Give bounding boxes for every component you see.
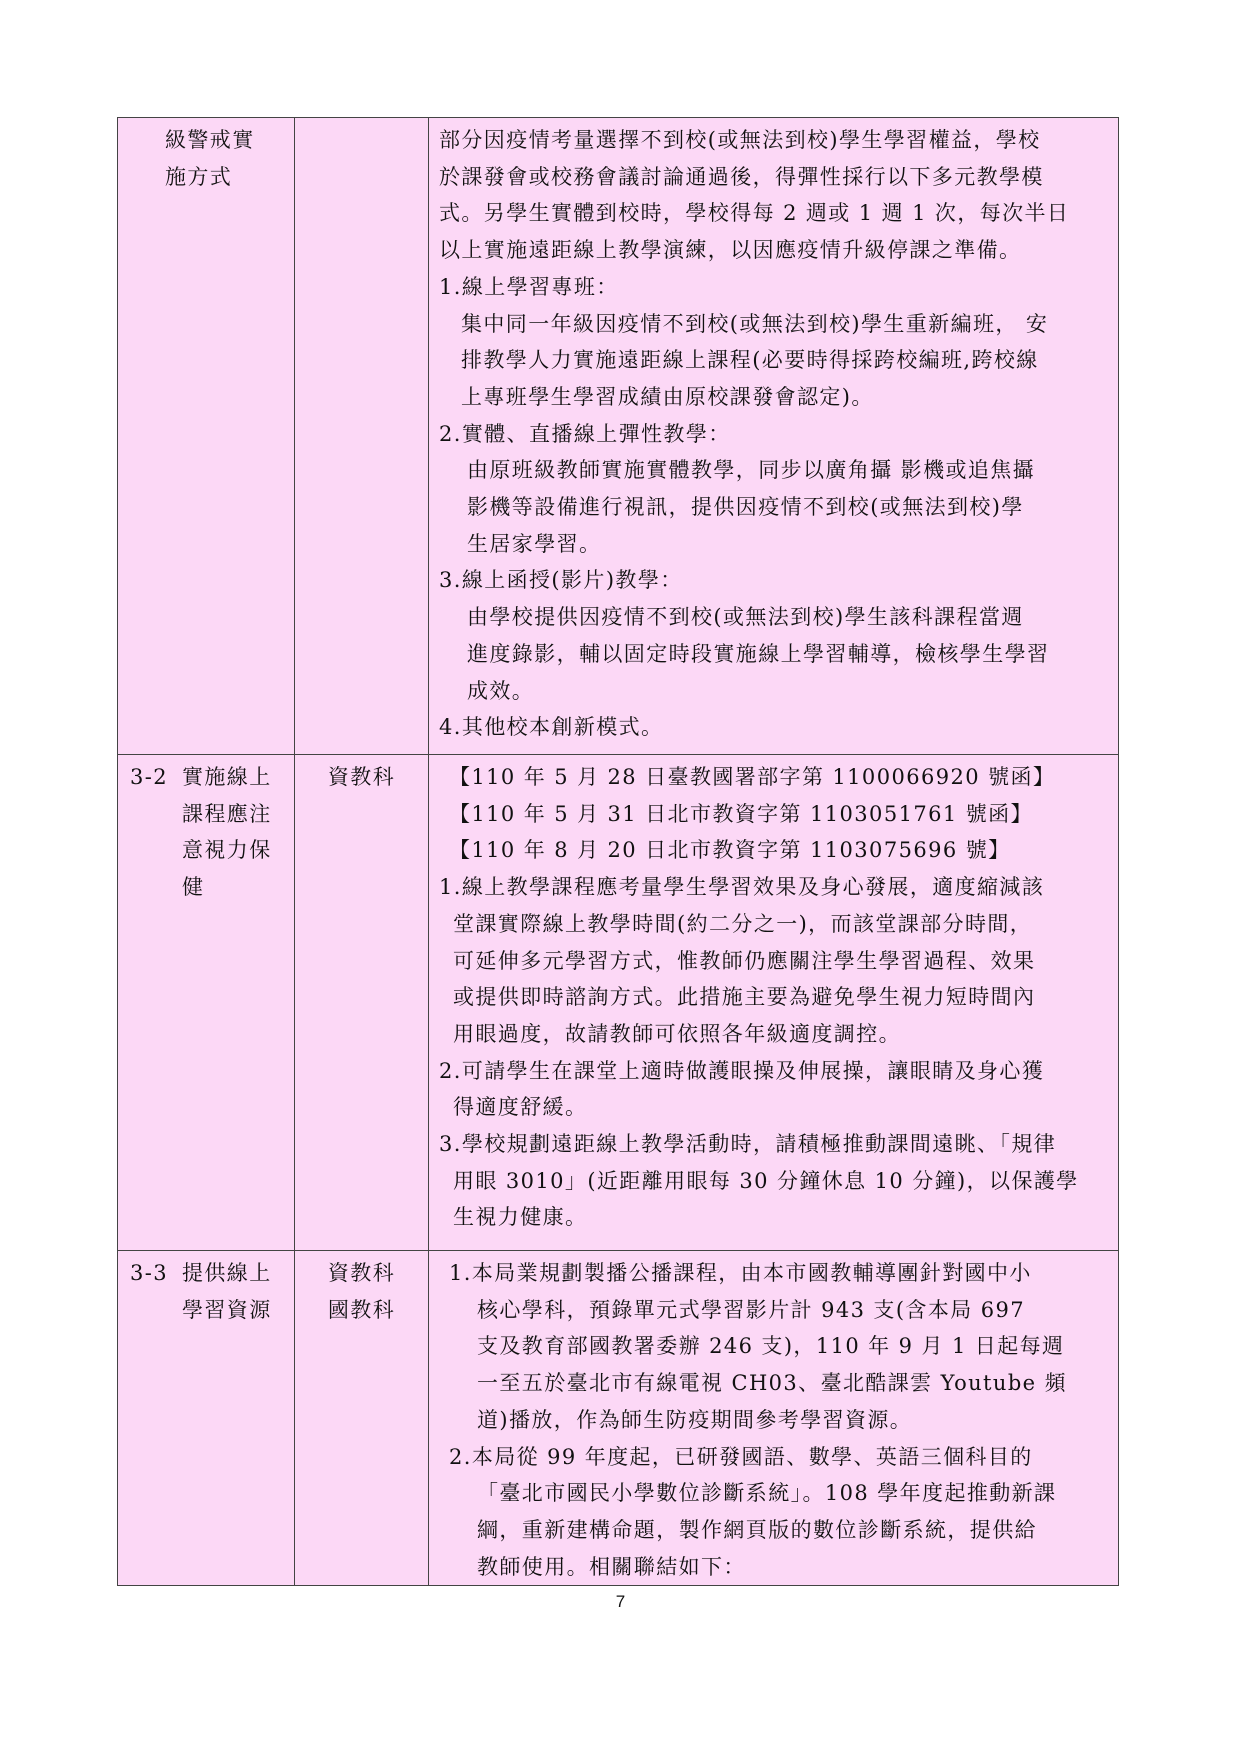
department-cell	[295, 755, 429, 1251]
content-line: 排教學人力實施遠距線上課程(必要時得採跨校編班,跨校線	[461, 348, 1039, 373]
content-line: 【110 年 5 月 28 日臺教國署部字第 1100066920 號函】	[449, 765, 1056, 789]
content-line: 上專班學生學習成績由原校課發會認定)。	[461, 384, 874, 409]
content-line: 或提供即時諮詢方式。此措施主要為避免學生視力短時間內	[453, 985, 1036, 1010]
content-line: 由學校提供因疫情不到校(或無法到校)學生該科課程當週	[467, 605, 1024, 630]
content-line: 成效。	[467, 678, 535, 703]
item-label-line: 健	[182, 875, 205, 900]
item-label-line: 級警戒實	[165, 128, 255, 152]
content-line: 影機等設備進行視訊，提供因疫情不到校(或無法到校)學	[467, 495, 1024, 520]
item-label-line: 施方式	[165, 164, 233, 189]
item-cell	[118, 1251, 295, 1586]
table-row	[118, 1251, 1119, 1586]
content-line: 堂課實際線上教學時間(約二分之一)，而該堂課部分時間，	[453, 911, 1033, 936]
content-line: 1.線上學習專班：	[439, 274, 619, 299]
page-number: 7	[615, 1592, 626, 1611]
item-label-line: 提供線上	[182, 1261, 272, 1285]
item-label-line: 實施線上	[182, 765, 272, 789]
content-line: 用眼過度，故請教師可依照各年級適度調控。	[453, 1021, 901, 1046]
content-line: 以上實施遠距線上教學演練，以因應疫情升級停課之準備。	[439, 238, 1022, 263]
content-line: 【110 年 5 月 31 日北市教資字第 1103051761 號函】	[449, 801, 1033, 826]
content-table	[117, 117, 1119, 1586]
department-name: 國教科	[327, 1297, 396, 1322]
content-line: 用眼 3010」(近距離用眼每 30 分鐘休息 10 分鐘)，以保護學	[453, 1168, 1079, 1193]
content-cell	[429, 118, 1119, 755]
content-line: 於課發會或校務會議討論通過後，得彈性採行以下多元教學模	[439, 164, 1044, 189]
content-line: 生居家學習。	[467, 531, 602, 556]
table-row	[118, 118, 1119, 755]
content-line: 得適度舒緩。	[453, 1095, 588, 1120]
item-cell	[118, 755, 295, 1251]
content-line: 1.本局業規劃製播公播課程，由本市國教輔導團針對國中小	[449, 1261, 1032, 1285]
content-line: 2.可請學生在課堂上適時做護眼操及伸展操，讓眼睛及身心獲	[439, 1058, 1045, 1083]
content-line: 4.其他校本創新模式。	[439, 715, 664, 740]
content-line: 集中同一年級因疫情不到校(或無法到校)學生重新編班， 安	[461, 311, 1049, 336]
content-line: 進度錄影，輔以固定時段實施線上學習輔導，檢核學生學習	[467, 641, 1050, 666]
table-row	[118, 755, 1119, 1251]
department-cell	[295, 118, 429, 755]
content-line: 道)播放，作為師生防疫期間參考學習資源。	[477, 1407, 913, 1432]
content-line: 一至五於臺北市有線電視 CH03、臺北酷課雲 Youtube 頻	[477, 1371, 1067, 1396]
content-line: 【110 年 8 月 20 日北市教資字第 1103075696 號】	[449, 838, 1011, 863]
content-line: 2.本局從 99 年度起，已研發國語、數學、英語三個科目的	[449, 1444, 1033, 1469]
content-line: 1.線上教學課程應考量學生學習效果及身心發展，適度縮減該	[439, 875, 1045, 900]
item-number: 3-3	[130, 1261, 169, 1285]
content-line: 支及教育部國教署委辦 246 支)，110 年 9 月 1 日起每週	[477, 1334, 1065, 1359]
content-line: 由原班級教師實施實體教學，同步以廣角攝 影機或追焦攝	[467, 458, 1036, 483]
item-label-line: 課程應注	[182, 801, 272, 826]
content-line: 教師使用。相關聯結如下：	[477, 1554, 746, 1579]
item-number: 3-2	[130, 765, 169, 789]
content-line: 「臺北市國民小學數位診斷系統」。108 學年度起推動新課	[477, 1481, 1057, 1506]
content-cell	[429, 755, 1119, 1251]
department-name: 資教科	[327, 765, 396, 789]
content-line: 3.線上函授(影片)教學：	[439, 568, 683, 593]
content-line: 核心學科，預錄單元式學習影片計 943 支(含本局 697	[477, 1297, 1025, 1322]
content-line: 可延伸多元學習方式，惟教師仍應關注學生學習過程、效果	[453, 948, 1036, 973]
content-line: 部分因疫情考量選擇不到校(或無法到校)學生學習權益，學校	[439, 128, 1041, 152]
content-line: 生視力健康。	[453, 1205, 588, 1230]
item-cell	[118, 118, 295, 755]
content-line: 3.學校規劃遠距線上教學活動時，請積極推動課間遠眺、「規律	[439, 1132, 1057, 1157]
content-line: 綱，重新建構命題，製作網頁版的數位診斷系統，提供給	[477, 1517, 1037, 1542]
item-label-line: 學習資源	[182, 1297, 272, 1322]
content-line: 2.實體、直播線上彈性教學：	[439, 421, 731, 446]
department-cell	[295, 1251, 429, 1586]
content-cell	[429, 1251, 1119, 1586]
content-line: 式。另學生實體到校時，學校得每 2 週或 1 週 1 次，每次半日	[439, 201, 1070, 226]
item-label-line: 意視力保	[182, 838, 272, 863]
department-name: 資教科	[327, 1261, 396, 1285]
